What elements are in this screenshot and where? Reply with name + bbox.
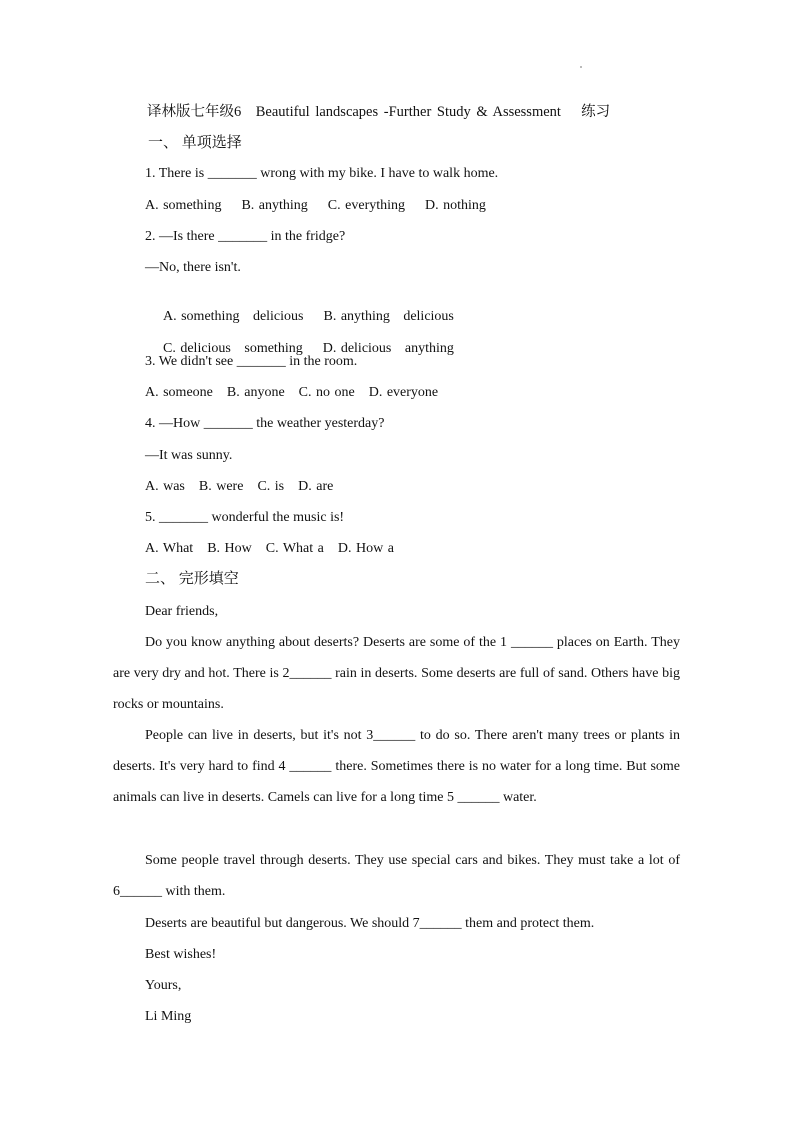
option-c: C. no one — [298, 385, 355, 400]
option-c: C. What a — [265, 541, 324, 556]
question-5-stem: 5. _______ wonderful the music is! — [145, 510, 345, 525]
option-a: A. something — [145, 198, 222, 213]
scan-speck — [580, 66, 582, 68]
question-1-options — [145, 197, 506, 215]
section-heading-multiple-choice: 一、 单项选择 — [148, 135, 242, 151]
option-a: A. What — [145, 541, 194, 556]
question-5-options — [145, 540, 408, 558]
option-d: D. How a — [337, 541, 394, 556]
option-b: B. anything — [241, 198, 308, 213]
question-4-response: —It was sunny. — [145, 448, 233, 463]
letter-paragraph-4: Deserts are beautiful but dangerous. We should 7______ them and protect them. — [145, 916, 595, 931]
question-1-stem: 1. There is _______ wrong with my bike. I have to walk home. — [145, 166, 499, 181]
question-2-response: —No, there isn't. — [145, 260, 241, 275]
option-b: B. How — [207, 541, 252, 556]
letter-paragraph-2: People can live in deserts, but it's not 3______ to do so. There aren't many trees or plants in deserts. It's very hard to find 4 ______ there. Sometimes there is no water for a long time. But some animals can live in deserts. Camels can live for a long time 5 ______ water. — [113, 728, 680, 805]
question-3-stem: 3. We didn't see _______ in the room. — [145, 354, 358, 369]
option-a: A. someone — [145, 385, 213, 400]
question-4-stem: 4. —How _______ the weather yesterday? — [145, 416, 385, 431]
option-a: A. was — [145, 479, 185, 494]
question-2-stem: 2. —Is there _______ in the fridge? — [145, 229, 346, 244]
option-d: D. delicious anything — [322, 341, 454, 356]
letter-closing: Best wishes! — [145, 947, 217, 962]
letter-signature: Li Ming — [145, 1009, 192, 1024]
section-heading-cloze: 二、 完形填空 — [145, 571, 239, 587]
question-4-options — [145, 478, 347, 496]
option-b: B. were — [198, 479, 244, 494]
letter-greeting: Dear friends, — [145, 604, 219, 619]
option-c: C. is — [257, 479, 285, 494]
letter-paragraph-3: Some people travel through deserts. They use special cars and bikes. They must take a lot of 6______ with them. — [113, 853, 680, 899]
option-d: D. everyone — [368, 385, 439, 400]
option-b: B. anything delicious — [323, 309, 454, 324]
option-d: D. are — [298, 479, 334, 494]
question-3-options — [145, 384, 452, 402]
option-a: A. something delicious — [163, 309, 304, 324]
option-d: D. nothing — [425, 198, 486, 213]
letter-signoff: Yours, — [145, 978, 182, 993]
worksheet-title: 译林版七年级6 Beautiful landscapes -Further Study & Assessment 练习 — [147, 104, 611, 120]
option-b: B. anyone — [226, 385, 285, 400]
letter-paragraph-1: Do you know anything about deserts? Deserts are some of the 1 ______ places on Earth. They are very dry and hot. There is 2______ rain in deserts. Some deserts are full of sand. Others have big rocks or mountains. — [113, 635, 680, 712]
option-c: C. everything — [327, 198, 406, 213]
option-c: C. delicious something — [163, 341, 303, 356]
